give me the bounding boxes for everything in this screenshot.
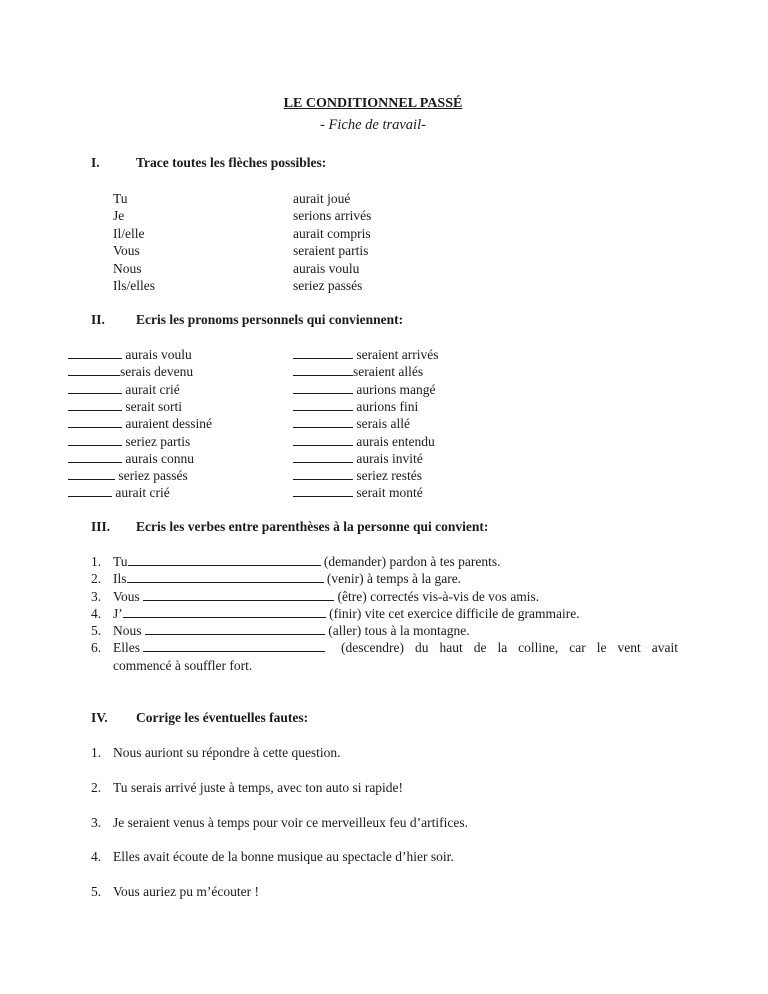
answer-blank <box>293 346 353 359</box>
correction-sentence: Je seraient venus à temps pour voir ce merveilleux feu d’artifices. <box>113 814 468 830</box>
answer-blank <box>143 639 325 652</box>
fill-blank-row <box>68 381 180 398</box>
section2-title: Ecris les pronoms personnels qui conviennent: <box>136 312 404 327</box>
sentence-item <box>91 588 678 605</box>
verb-phrase: seriez partis <box>122 433 191 449</box>
pronoun-item: Vous <box>113 243 140 259</box>
answer-blank <box>293 467 353 480</box>
correction-item <box>91 744 341 761</box>
verb-item: seriez passés <box>293 278 363 293</box>
verb-phrase: aurais invité <box>353 450 423 466</box>
verb-phrase: auraient dessiné <box>122 416 212 432</box>
fill-blank-row <box>293 433 435 450</box>
answer-blank <box>293 398 353 411</box>
fill-blank-row <box>293 450 423 467</box>
verb-phrase: aurais voulu <box>122 347 192 362</box>
section4-number: IV. <box>91 710 108 725</box>
verb-phrase: seriez passés <box>115 468 188 484</box>
item-number: 4. <box>91 605 102 621</box>
fill-blank-row <box>293 346 438 363</box>
answer-blank <box>68 381 122 394</box>
verb-phrase: serais devenu <box>120 364 194 380</box>
verb-phrase: seriez restés <box>353 468 422 484</box>
section2-heading <box>91 312 403 328</box>
verb-phrase: aurions mangé <box>353 381 436 397</box>
answer-blank <box>143 588 334 601</box>
fill-blank-row <box>68 484 170 501</box>
answer-blank <box>68 346 122 359</box>
sentence-item <box>91 605 678 622</box>
verb-phrase: aurais connu <box>122 450 194 466</box>
sentence-item <box>91 639 678 656</box>
sentence-start: Vous <box>113 588 144 604</box>
verb-item: serions arrivés <box>293 208 372 224</box>
verb-phrase: seraient allés <box>353 364 424 380</box>
verb-phrase: serais allé <box>353 416 410 432</box>
answer-blank <box>293 363 353 376</box>
correction-item <box>91 883 259 900</box>
item-number: 1. <box>91 554 102 569</box>
fill-blank-row <box>68 363 193 380</box>
fill-blank-row <box>68 450 194 467</box>
fill-blank-row <box>293 381 435 398</box>
fill-blank-row <box>293 363 423 380</box>
sentence-item <box>91 553 678 570</box>
correction-sentence: Tu serais arrivé juste à temps, avec ton auto si rapide! <box>113 779 404 795</box>
sentence-end: (aller) tous à la montagne. <box>324 623 470 639</box>
verb-phrase: aurait crié <box>112 485 170 501</box>
correction-item <box>91 814 468 831</box>
verb-phrase: aurions fini <box>353 398 419 414</box>
answer-blank <box>68 433 122 446</box>
answer-blank <box>145 622 325 635</box>
sentence-start: Ils <box>113 571 127 587</box>
sentence-start: Nous <box>113 623 145 639</box>
sentence-start: Tu <box>113 554 128 569</box>
correction-sentence: Vous auriez pu m’écouter ! <box>113 884 259 900</box>
sentence-start: J’ <box>113 605 123 621</box>
item-number: 2. <box>91 779 102 795</box>
fill-blank-row <box>68 346 192 363</box>
section3-number: III. <box>91 519 111 534</box>
item-number: 5. <box>91 623 102 639</box>
section2-number: II. <box>91 312 105 327</box>
fill-blank-row <box>293 415 410 432</box>
fill-blank-row <box>68 415 212 432</box>
verb-item: aurais voulu <box>293 260 360 276</box>
answer-blank <box>123 605 326 618</box>
answer-blank <box>293 484 353 497</box>
answer-blank <box>127 570 324 583</box>
answer-blank <box>68 398 122 411</box>
item-number: 2. <box>91 571 102 587</box>
sentence-continuation: commencé à souffler fort. <box>113 657 253 673</box>
verb-phrase: seraient arrivés <box>353 347 439 362</box>
sentence-item <box>91 622 678 639</box>
fill-blank-row <box>68 398 182 415</box>
answer-blank <box>293 433 353 446</box>
answer-blank <box>293 450 353 463</box>
sentence-start: Elles <box>113 640 144 656</box>
answer-blank <box>68 484 112 497</box>
verb-item: seraient partis <box>293 243 369 259</box>
answer-blank <box>68 450 122 463</box>
fill-blank-row <box>68 467 188 484</box>
sentence-item <box>91 570 678 587</box>
section1-heading <box>91 155 326 171</box>
fill-blank-row <box>293 467 422 484</box>
verb-item: aurait joué <box>293 191 351 206</box>
pronoun-item: Je <box>113 208 125 224</box>
page-title: LE CONDITIONNEL PASSÉ <box>283 96 463 111</box>
answer-blank <box>293 381 353 394</box>
correction-sentence: Nous auriont su répondre à cette question. <box>113 745 341 760</box>
section4-title: Corrige les éventuelles fautes: <box>136 710 309 725</box>
answer-blank <box>68 415 122 428</box>
sentence-end: (finir) vite cet exercice difficile de grammaire. <box>325 605 580 621</box>
item-number: 1. <box>91 745 102 760</box>
fill-blank-row <box>68 433 190 450</box>
correction-item <box>91 848 454 865</box>
sentence-end: (être) correctés vis-à-vis de vos amis. <box>334 588 540 604</box>
sentence-end: (venir) à temps à la gare. <box>323 571 462 587</box>
section3-list <box>91 553 678 674</box>
pronoun-item: Nous <box>113 260 142 276</box>
verb-phrase: aurais entendu <box>353 433 435 449</box>
item-number: 4. <box>91 849 102 865</box>
answer-blank <box>68 467 115 480</box>
correction-item <box>91 779 403 796</box>
fill-blank-row <box>293 484 423 501</box>
section1-number: I. <box>91 155 100 170</box>
verb-item: aurait compris <box>293 225 371 241</box>
verb-phrase: serait monté <box>353 485 423 501</box>
pronoun-item: Tu <box>113 191 128 206</box>
sentence-end: (descendre) du haut de la colline, car le vent avait <box>341 640 678 656</box>
sentence-end: (demander) pardon à tes parents. <box>320 554 501 569</box>
item-number: 5. <box>91 884 102 900</box>
section1-title: Trace toutes les flèches possibles: <box>136 155 327 170</box>
fill-blank-row <box>293 398 418 415</box>
section3-title: Ecris les verbes entre parenthèses à la personne qui convient: <box>136 519 489 534</box>
verb-phrase: serait sorti <box>122 398 182 414</box>
answer-blank <box>293 415 353 428</box>
verb-phrase: aurait crié <box>122 381 180 397</box>
item-number: 6. <box>91 640 102 656</box>
answer-blank <box>128 553 321 566</box>
section4-heading <box>91 710 308 726</box>
section3-heading <box>91 519 488 535</box>
page-subtitle: - Fiche de travail- <box>320 117 426 133</box>
pronoun-item: Il/elle <box>113 225 145 241</box>
pronoun-item: Ils/elles <box>113 278 155 293</box>
item-number: 3. <box>91 588 102 604</box>
correction-sentence: Elles avait écoute de la bonne musique au spectacle d’hier soir. <box>113 849 454 865</box>
item-number: 3. <box>91 814 102 830</box>
answer-blank <box>68 363 120 376</box>
